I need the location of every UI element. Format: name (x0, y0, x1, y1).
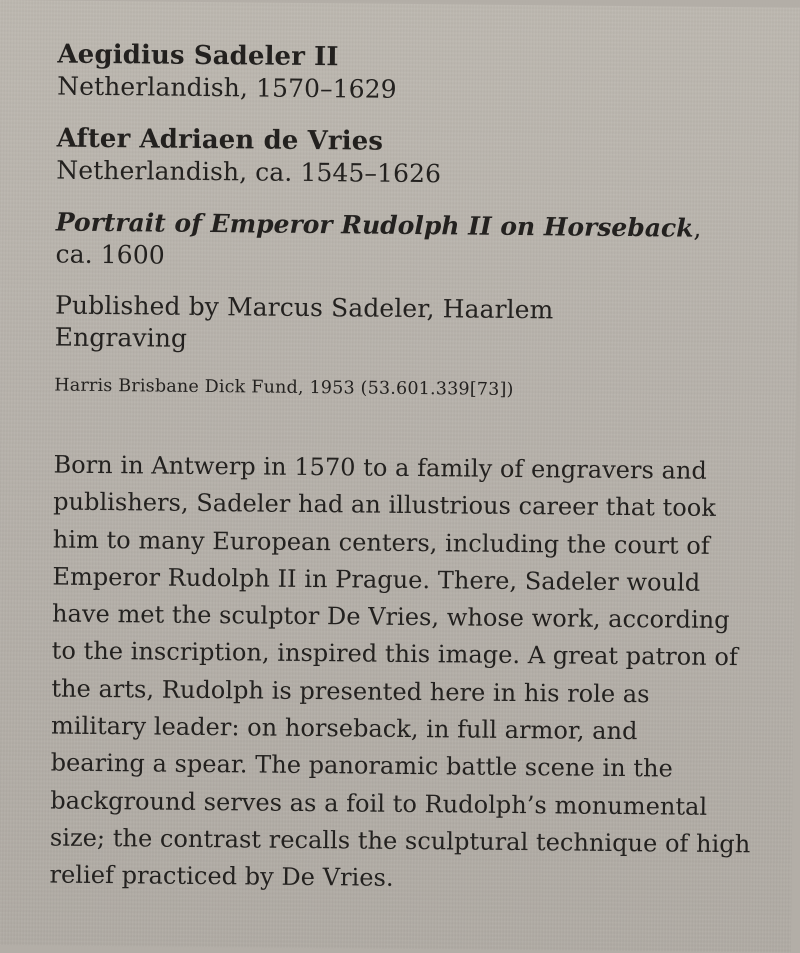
publication-block (55, 290, 554, 359)
description-line: bearing a spear. The panoramic battle scene in the (50, 748, 673, 783)
artist-name: Aegidius Sadeler II (57, 39, 339, 73)
artwork-title: Portrait of Emperor Rudolph II on Horseback (55, 207, 694, 243)
artwork-block (55, 207, 701, 277)
after-artist-name: After Adriaen de Vries (56, 123, 384, 157)
description-line: have met the sculptor De Vries, whose work, according (51, 599, 730, 635)
artist-block (57, 39, 397, 106)
description-line: publishers, Sadeler had an illustrious career that took (53, 487, 716, 523)
description-paragraph (49, 447, 754, 901)
publisher: Published by Marcus Sadeler, Haarlem (54, 290, 554, 325)
after-artist-nationality-dates: Netherlandish, ca. 1545–1626 (56, 155, 442, 189)
artwork-date: ca. 1600 (55, 239, 165, 270)
artwork-title-punctuation: , (693, 213, 702, 243)
credit-block (54, 374, 513, 402)
description-line: size; the contrast recalls the sculptural technique of high (49, 823, 751, 859)
description-line: Emperor Rudolph II in Prague. There, Sadeler would (52, 562, 701, 597)
description-line: Born in Antwerp in 1570 to a family of engravers and (53, 450, 707, 485)
artist-nationality-dates: Netherlandish, 1570–1629 (57, 71, 397, 104)
after-artist-block (56, 123, 441, 191)
credit-line: Harris Brisbane Dick Fund, 1953 (53.601.339[73]) (54, 375, 514, 400)
description-line: the arts, Rudolph is presented here in his role as (51, 674, 650, 709)
description-line: relief practiced by De Vries. (49, 860, 394, 893)
description-line: him to many European centers, including the court of (52, 525, 710, 560)
description-line: background serves as a foil to Rudolph’s monumental (50, 786, 708, 821)
medium: Engraving (54, 322, 188, 353)
description-line: military leader: on horseback, in full armor, and (50, 711, 638, 746)
description-line: to the inscription, inspired this image. A great patron of (51, 637, 738, 672)
